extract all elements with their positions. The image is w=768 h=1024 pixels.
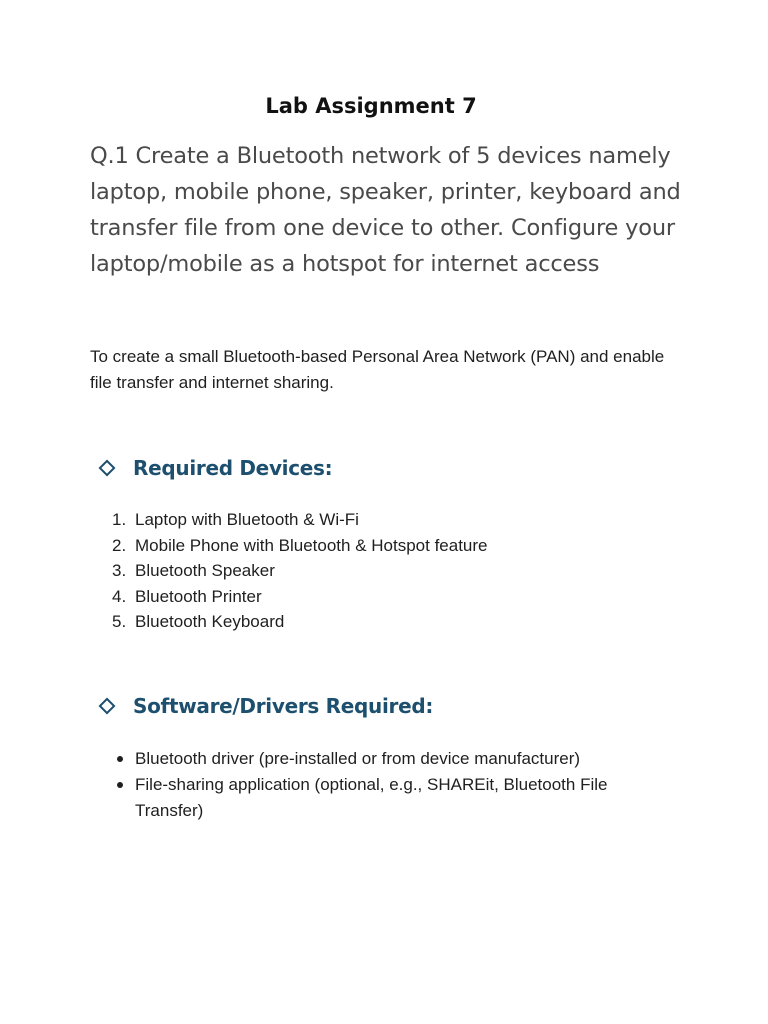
list-item-number: 3. <box>112 561 127 580</box>
list-item-text: Bluetooth Speaker <box>135 561 275 580</box>
list-item <box>90 609 650 635</box>
section-heading-label: Required Devices: <box>133 456 333 480</box>
list-item-text: Bluetooth driver (pre-installed or from device manufacturer) <box>135 749 581 768</box>
required-devices-list <box>90 507 650 635</box>
bullet-dot-icon <box>117 782 123 788</box>
list-item <box>90 772 650 824</box>
section-heading-label: Software/Drivers Required: <box>133 694 434 718</box>
list-item <box>90 584 650 610</box>
section-heading-required-devices <box>98 456 332 480</box>
aim-paragraph: To create a small Bluetooth-based Personal Area Network (PAN) and enable file transfer and internet sharing. <box>90 347 665 392</box>
list-item <box>90 746 650 772</box>
section-heading-software-drivers <box>98 694 433 718</box>
list-item-text: Bluetooth Keyboard <box>135 612 285 631</box>
software-drivers-list <box>90 746 650 824</box>
list-item-number: 2. <box>112 535 127 555</box>
question-text: Q.1 Create a Bluetooth network of 5 devices namely laptop, mobile phone, speaker, printer, keyboard and transfer file from one device to other. Configure your laptop/mobile as a hotspot for internet access <box>90 143 681 277</box>
list-item-text: Laptop with Bluetooth & Wi-Fi <box>135 510 359 529</box>
bullet-dot-icon <box>117 756 123 762</box>
list-item <box>90 558 650 584</box>
list-item <box>90 507 650 533</box>
list-item-number: 5. <box>112 612 127 631</box>
list-item-text: File-sharing application (optional, e.g., SHAREit, Bluetooth File Transfer) <box>135 775 608 820</box>
page-title: Lab Assignment 7 <box>265 94 477 118</box>
list-item-text: Mobile Phone with Bluetooth & Hotspot feature <box>135 535 488 555</box>
diamond-outline-icon <box>99 698 116 715</box>
diamond-outline-icon <box>99 460 116 477</box>
list-item-number: 4. <box>112 586 127 606</box>
list-item <box>90 533 650 559</box>
list-item-number: 1. <box>112 510 127 529</box>
list-item-text: Bluetooth Printer <box>135 586 262 606</box>
